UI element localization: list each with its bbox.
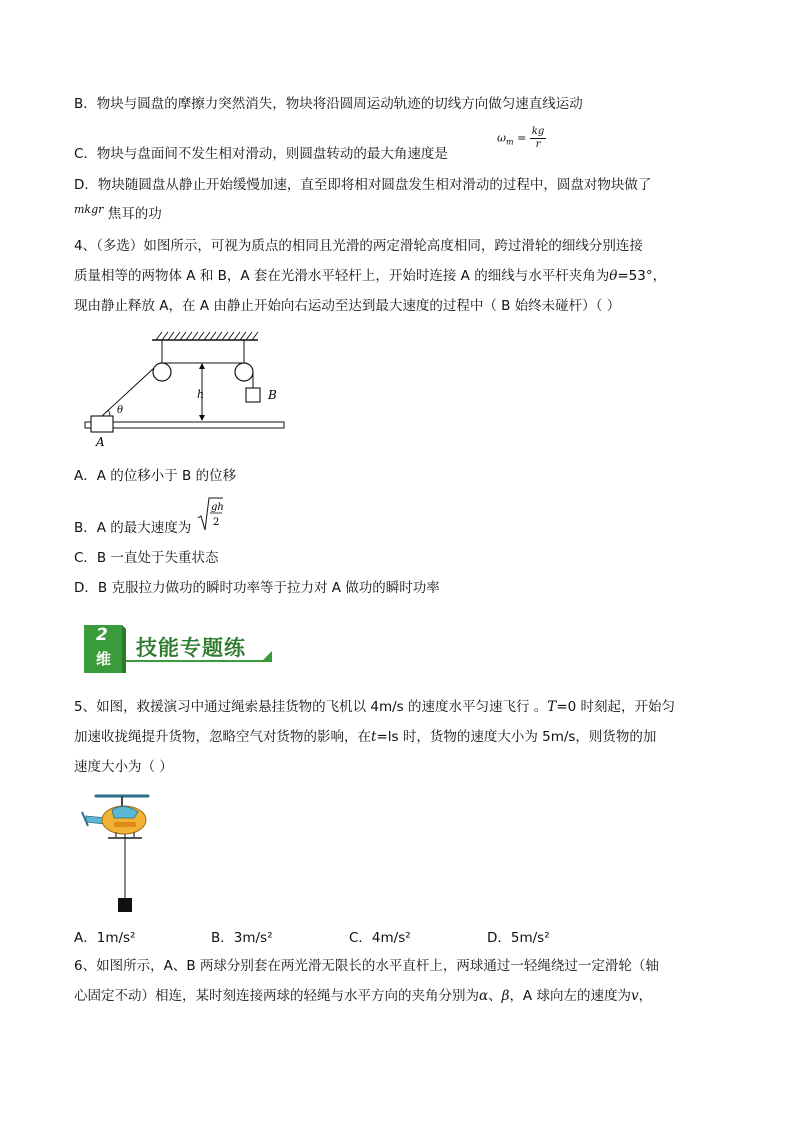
q3-omega-formula: $\omega_m$ = $\frac{kg}{r}$	[497, 126, 545, 150]
cargo-box	[118, 898, 132, 912]
q3-option-d-line2: $^{mkgr}$ 焦耳的功	[74, 203, 162, 222]
label-b: B	[268, 388, 277, 402]
banner-title: 技能专题练	[136, 636, 246, 660]
label-a: A	[96, 435, 105, 449]
q5-stem-line1: 5、如图，救援演习中通过绳索悬挂货物的飞机以 4m/s 的速度水平匀速飞行 。T=0 时刻起，开始匀	[74, 699, 676, 715]
q5-helicopter-figure	[76, 786, 156, 916]
q5-stem-line2: 加速收拢绳提升货物，忽略空气对货物的影响，在t=ls 时，货物的速度大小为 5m/s，则货物的加	[74, 729, 657, 745]
q4-sqrt-formula	[196, 496, 224, 534]
q4-option-c: C．B 一直处于失重状态	[74, 550, 219, 566]
q5-option-b: B．3m/s²	[211, 930, 273, 946]
banner-badge-char: 维	[96, 650, 112, 668]
q3-option-c-text: C．物块与盘面间不发生相对滑动，则圆盘转动的最大角速度是	[74, 146, 448, 162]
q5-option-d: D．5m/s²	[487, 930, 550, 946]
left-pulley	[153, 363, 171, 381]
q3-option-d-line1: D．物块随圆盘从静止开始缓慢加速，直至即将相对圆盘发生相对滑动的过程中，圆盘对物块做了	[74, 177, 652, 193]
q4-stem-line3: 现由静止释放 A，在 A 由静止开始向右运动至达到最大速度的过程中（ B 始终未碰杆）（ ）	[74, 298, 621, 314]
q3-option-c	[74, 144, 448, 164]
svg-text:2: 2	[213, 517, 220, 528]
label-theta: θ	[117, 405, 124, 416]
skill-section-banner	[82, 623, 278, 675]
q6-stem-line1: 6、如图所示，A、B 两球分别套在两光滑无限长的水平直杆上，两球通过一轻绳绕过一定滑轮（轴	[74, 958, 659, 974]
svg-text:gh: gh	[211, 502, 224, 513]
q4-stem-line2: 质量相等的两物体 A 和 B，A 套在光滑水平轻杆上，开始时连接 A 的细线与水平杆夹角为θ=53°，	[74, 268, 667, 284]
q3-option-b: B．物块与圆盘的摩擦力突然消失，物块将沿圆周运动轨迹的切线方向做匀速直线运动	[74, 96, 583, 112]
q4-option-d: D．B 克服拉力做功的瞬时功率等于拉力对 A 做功的瞬时功率	[74, 580, 440, 596]
block-a	[91, 416, 113, 432]
q5-option-a: A．1m/s²	[74, 930, 136, 946]
label-h: h	[197, 388, 205, 401]
q5-stem-line3: 速度大小为（ ）	[74, 759, 173, 775]
q5-option-c: C．4m/s²	[349, 930, 411, 946]
q4-option-b: B．A 的最大速度为	[74, 520, 192, 536]
right-pulley	[235, 363, 253, 381]
block-b	[246, 388, 260, 402]
q4-pulley-figure	[80, 330, 290, 450]
q4-option-a: A．A 的位移小于 B 的位移	[74, 468, 237, 484]
banner-badge-number: 2	[96, 625, 108, 645]
q4-stem-line1: 4、（多选）如图所示，可视为质点的相同且光滑的两定滑轮高度相同，跨过滑轮的细线分别连接	[74, 238, 643, 254]
q3-option-d-formula: mkgr	[74, 203, 104, 216]
q6-stem-line2: 心固定不动）相连，某时刻连接两球的轻绳与水平方向的夹角分别为α、β，A 球向左的速度为v，	[74, 988, 653, 1004]
